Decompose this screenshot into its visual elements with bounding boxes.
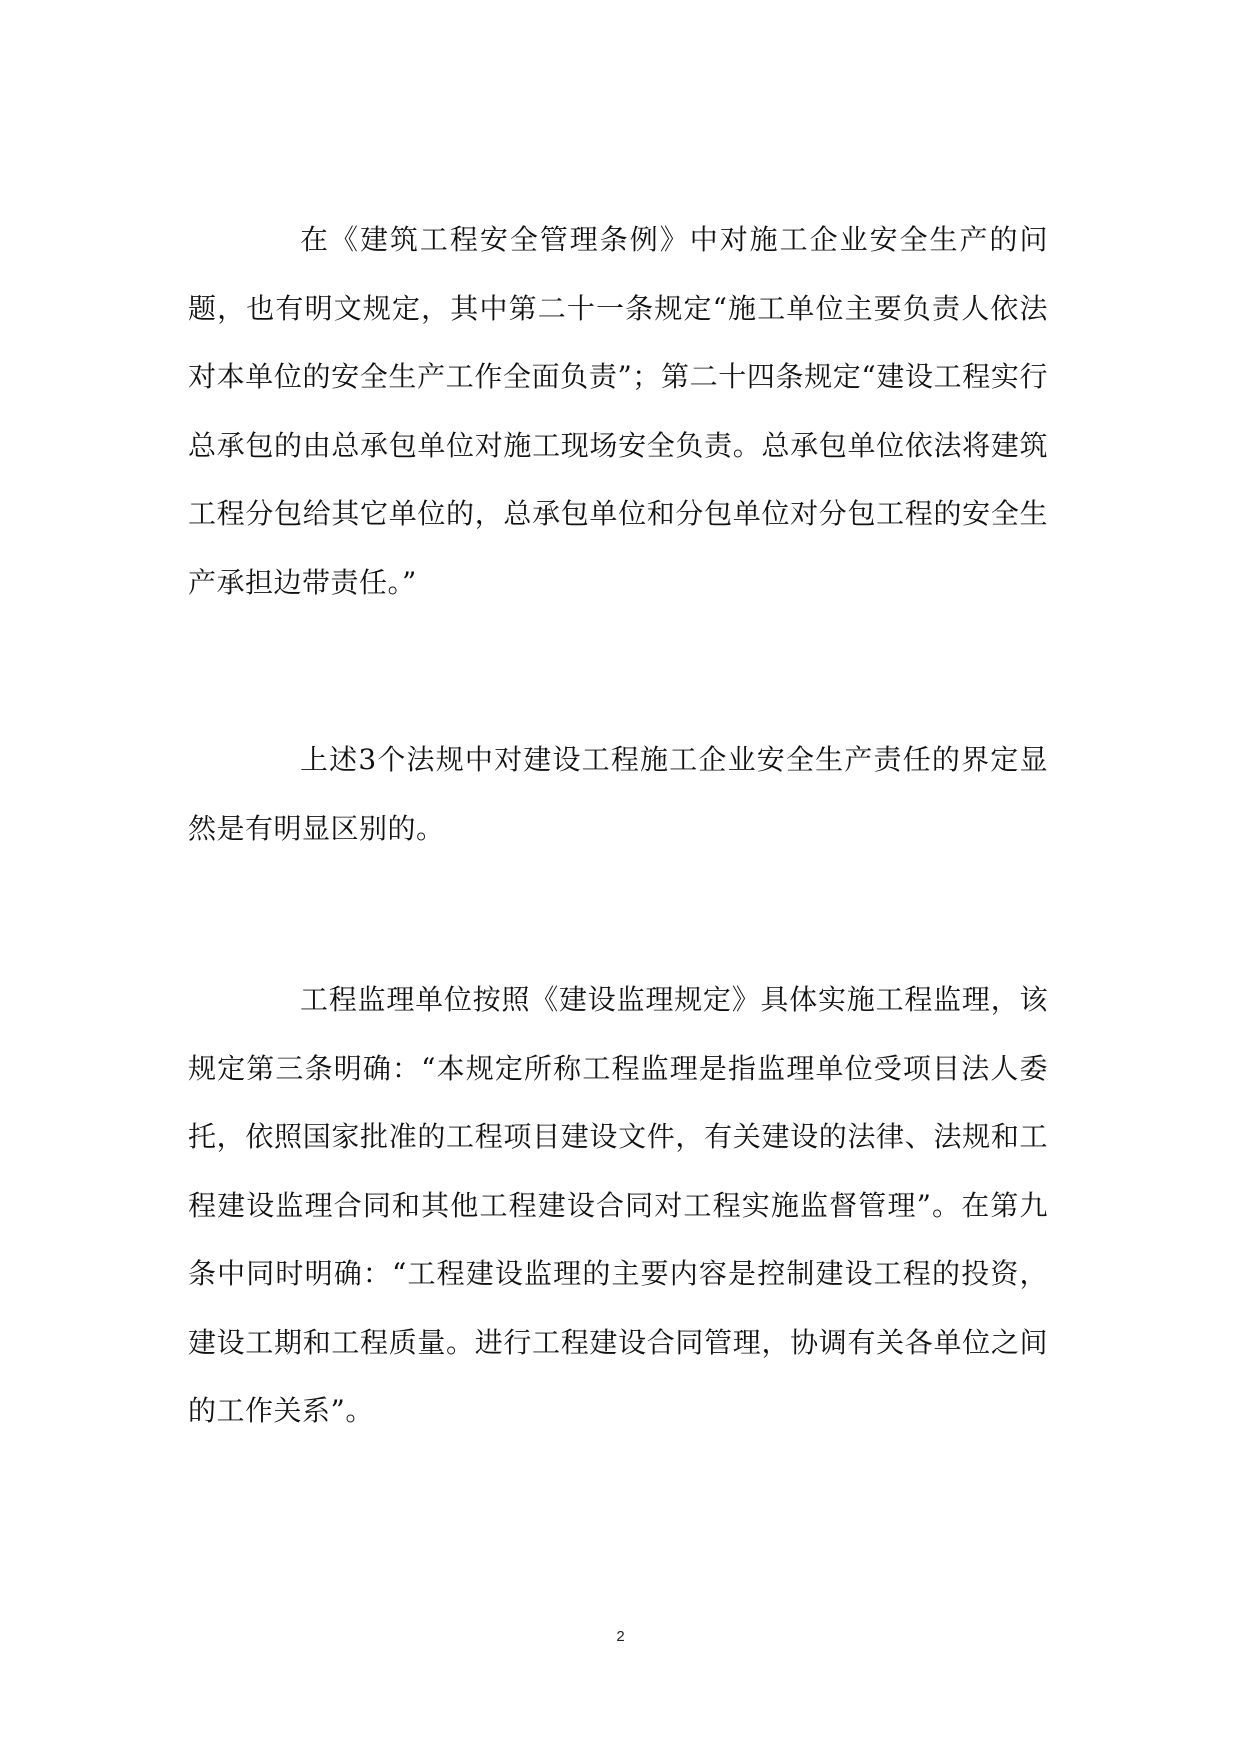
- page-number: 2: [616, 1628, 625, 1645]
- body-paragraph-regulation-article: 在《建筑工程安全管理条例》中对施工企业安全生产的问题，也有明文规定，其中第二十一条规定“施工单位主要负责人依法对本单位的安全生产工作全面负责”；第二十四条规定“建设工程实行总承包的由总承包单位对施工现场安全负责。总承包单位依法将建筑工程分包给其它单位的，总承包单位和分包单位对分包工程的安全生产承担边带责任。”: [188, 223, 1048, 599]
- body-paragraph-supervision-rules: 工程监理单位按照《建设监理规定》具体实施工程监理，该规定第三条明确：“本规定所称工程监理是指监理单位受项目法人委托，依照国家批准的工程项目建设文件，有关建设的法律、法规和工程建设监理合同和其他工程建设合同对工程实施监督管理”。在第九条中同时明确：“工程建设监理的主要内容是控制建设工程的投资，建设工期和工程质量。进行工程建设合同管理，协调有关各单位之间的工作关系”。: [188, 983, 1048, 1427]
- body-paragraph-comparison: 上述3个法规中对建设工程施工企业安全生产责任的界定显然是有明显区别的。: [188, 743, 1048, 845]
